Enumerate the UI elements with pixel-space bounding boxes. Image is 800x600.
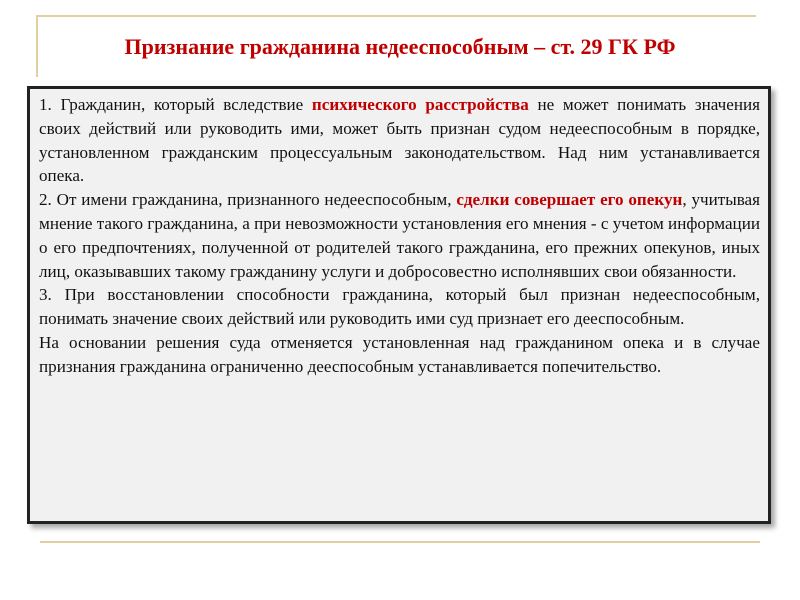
paragraph-1-highlight: психического расстройства <box>311 95 529 114</box>
paragraph-2-text-after: , учитывая мнение такого гражданина, а при невозможности установления его мнения - с учетом информации о его предпочтениях, полученной от родителей такого гражданина, его прежних опекунов, иных лиц, оказывавших такому гражданину услуги и добросовестно исполнявших свои обязанности. <box>39 190 760 281</box>
slide-title: Признание гражданина недееспособным – ст. 29 ГК РФ <box>124 34 676 59</box>
paragraph-2-highlight: сделки совершает его опекун <box>456 190 683 210</box>
paragraph-2-text-before: 2. От имени гражданина, признанного недееспособным, <box>39 190 457 210</box>
paragraph-1-text-before: 1. Гражданин, который вследствие <box>39 95 312 114</box>
frame-line-top <box>36 15 756 17</box>
paragraph-3: 3. При восстановлении способности гражданина, который был признан недееспособным, понимать значение своих действий или руководить ими суд признает его дееспособным. <box>39 285 760 329</box>
frame-line-left <box>36 15 38 77</box>
paragraph-1-text-after: не может понимать значения своих действий или руководить ими, может быть признан судом недееспособным в порядке, установленном гражданским процессуальным законодательством. Над ним устанавливается опека. <box>39 95 761 186</box>
content-box <box>27 86 771 524</box>
paragraph-4: На основании решения суда отменяется установленная над гражданином опека и в случае признания гражданина ограниченно дееспособным устанавливается попечительство. <box>39 332 760 376</box>
paragraph-1 <box>39 93 760 188</box>
frame-line-bottom <box>40 541 760 543</box>
paragraph-2 <box>39 188 760 283</box>
